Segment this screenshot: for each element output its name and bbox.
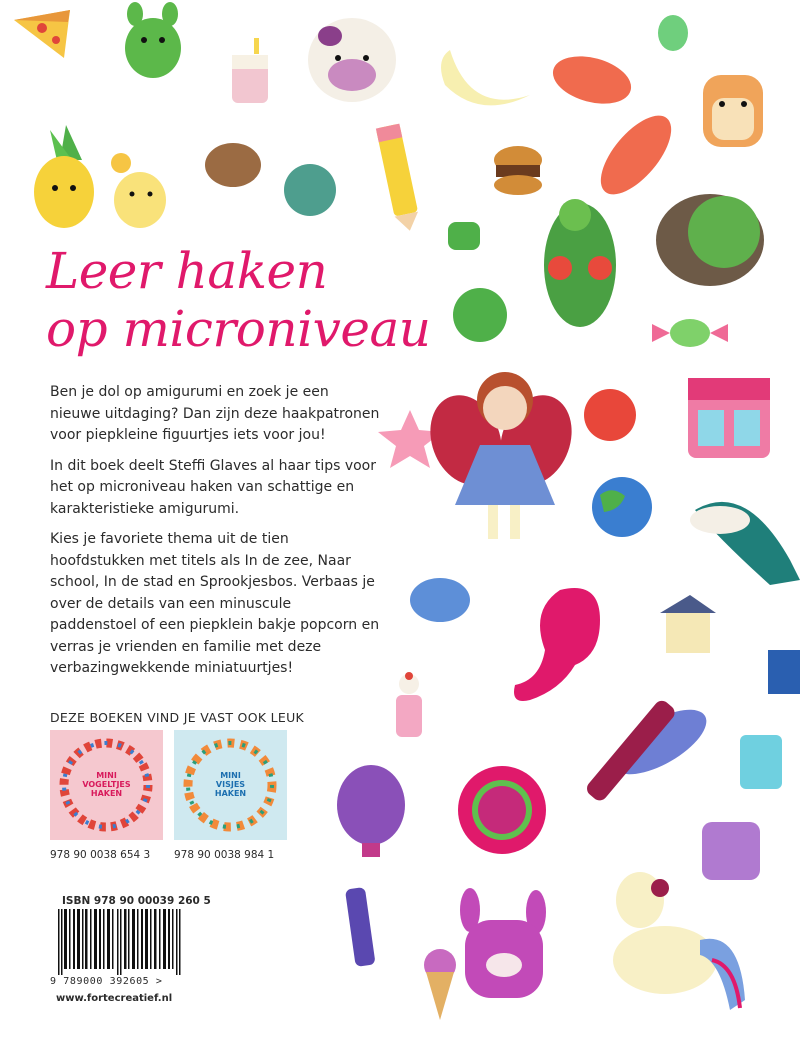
cafe-figure [688,378,770,458]
headline [46,242,430,358]
balloon-figure [337,765,405,857]
fairy-doll-figure [418,372,583,539]
airplane-figure [584,697,716,804]
pizza-figure [14,10,70,58]
description-paragraph-3: Kies je favoriete thema uit de tien hoofdstukken met titels als In de zee, Naar school, In de stad en Sprookjesbos. Verbaas je over de details van een minuscule paddenstoel of een piepklein bakje popcorn en verras je vrienden en familie met deze verbazingwekkende miniatuurtjes! [50,531,380,676]
book-isbn: 978 90 0038 984 1 [174,849,275,861]
pencil-figure [376,124,422,234]
blue-book-figure [768,650,800,694]
moon-figure [441,50,530,105]
cake-figure [232,38,268,103]
monkey-figure [205,143,261,187]
calculator-figure [740,735,782,789]
candy-figure [652,319,728,347]
pineapple-figure [34,125,94,228]
earth-figure [592,477,652,537]
purple-cube-figure [702,822,760,880]
burger-figure [494,146,542,195]
chick-figure [111,153,166,228]
isbn-label: ISBN 978 90 00039 260 5 [62,895,211,907]
milkshake-figure [396,672,422,737]
tomato-figure [584,389,636,441]
headline-line-1: Leer haken [46,242,328,300]
house-figure [660,595,716,653]
whale-figure [690,502,800,585]
book-title: MINI VISJES HAKEN [214,771,247,798]
parrot-figure [544,199,616,327]
crayon-figure [345,887,376,967]
publisher-website: www.fortecreatief.nl [56,993,173,1004]
headline-line-2: op microniveau [46,300,431,358]
sunhat-figure [458,766,546,854]
green-creature-figure [125,2,181,78]
recommendations-heading: DEZE BOEKEN VIND JE VAST OOK LEUK [50,710,305,725]
broccoli-figure [453,288,507,342]
seahorse-figure [514,588,600,701]
barcode [50,909,196,975]
description-paragraph-2: In dit boek deelt Steffi Glaves al haar tips voor het op microniveau haken van schattige en karakteristieke amigurumi. [50,457,377,517]
unicorn-figure [613,872,745,1010]
description [50,382,380,689]
turtle-figure [656,194,764,286]
green-pebble-figure [658,15,688,51]
flipflop-figure [548,48,684,206]
frog-figure [448,222,480,250]
flower-figure [284,164,336,216]
book-cover-mini-vogeltjes [50,730,163,840]
barcode-digits: 9 789000 392605 > [50,976,163,987]
description-paragraph-1: Ben je dol op amigurumi en zoek je een nieuwe uitdaging? Dan zijn deze haakpatronen voor piepkleine figuurtjes iets voor jou! [50,384,380,443]
pink-bunny-figure [460,888,546,998]
book-title: MINI VOGELTJES HAKEN [82,771,131,798]
blue-whale-figure [410,578,470,622]
hamster-figure [703,75,763,147]
book-cover-mini-visjes [174,730,287,840]
book-isbn: 978 90 0038 654 3 [50,849,151,861]
ice-cream-figure [424,949,456,1020]
cow-figure [308,18,396,102]
